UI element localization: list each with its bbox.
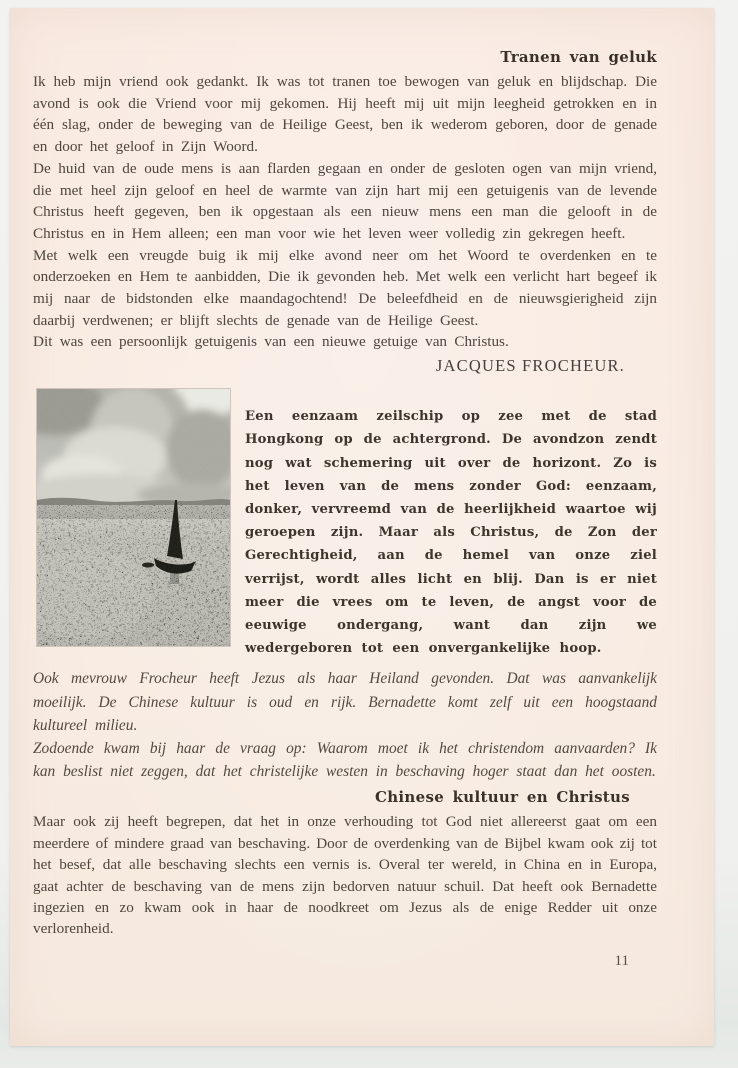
italic-paragraph: Zodoende kwam bij haar de vraag op: Waarom moet ik het christendom aanvaarden? Ik kan beslist niet zeggen, dat het christelijke westen in beschaving hoger staat dan het oosten. xyxy=(33,739,657,781)
photo-caption: Een eenzaam zeilschip op zee met de stad Hongkong op de achtergrond. De avondzon zendt nog wat schemering uit over de horizont. Zo is het leven van de mens zonder God: eenzaam, donker, vervreemd van de heerlijkheid waartoe wij geroepen zijn. Maar als Christus, de Zon der Gerechtigheid, aan de hemel van onze ziel verrijst, wordt alles licht en blij. Dan is er niet meer die vrees om te leven, de angst voor de eeuwige ondergang, want dan zijn we wedergeboren tot een onvergankelijke hoop. xyxy=(245,409,657,657)
body-paragraph: Maar ook zij heeft begrepen, dat het in onze verhouding tot God niet allereerst gaat om een meerdere of mindere graad van beschaving. Door de overdenking van de Bijbel kwam ook zij tot het besef, dat alle beschaving slechts een vernis is. Overal ter wereld, in China en in Europa, gaat achter de beschaving van de mens zijn bedorven natuur schuil. Dat heeft ook Bernadette ingezien en zo kwam ook in haar de noodkreet om Jezus als de enige Redder uit onze verlorenheid. xyxy=(33,813,657,938)
author-signature: JACQUES FROCHEUR. xyxy=(435,356,625,376)
section-heading-chinese-kultuur: Chinese kultuur en Christus xyxy=(374,788,630,807)
sailboat-photo-art xyxy=(37,389,230,646)
page-number: 11 xyxy=(614,952,629,969)
body-paragraph: Ik heb mijn vriend ook gedankt. Ik was tot tranen toe bewogen van geluk en blijdschap. Die avond is ook die Vriend voor mij gekomen. Hij heeft mij uit mijn leegheid getrokken en in één slag, onder de beweging van de Heilige Geest, ben ik wederom geboren, door de genade en door het geloof in Zijn Woord. xyxy=(33,73,657,156)
page-content xyxy=(33,48,657,970)
magazine-page xyxy=(10,8,714,1046)
body-paragraph: Met welk een vreugde buig ik mij elke avond neer om het Woord te overdenken en te onderzoeken en Hem te aanbidden, Die ik gevonden heb. Met welk een verlicht hart begeef ik mij naar de bidstonden elke maandagochtend! De beleefdheid en de nieuwsgierigheid zijn daarbij verdwenen; er blijft slechts de genade van de Heilige Geest. xyxy=(33,246,657,329)
photo-with-caption xyxy=(33,389,657,660)
testimony-italic-block xyxy=(33,667,657,783)
section-heading-tranen-van-geluk: Tranen van geluk xyxy=(500,48,657,66)
body-paragraph: De huid van de oude mens is aan flarden gegaan en onder de gesloten ogen van mijn vriend, die met heel zijn geloof en heel de warmte van zijn hart mij een getuigenis van de levende Christus heeft gegeven, ben ik opgestaan als een nieuw mens een man die gelooft in de Christus en in Hem alleen; een man voor wie het leven weer volledig zin gekregen heeft. xyxy=(33,159,657,242)
sailboat-photo xyxy=(37,389,230,646)
italic-paragraph: Ook mevrouw Frocheur heeft Jezus als haar Heiland gevonden. Dat was aanvankelijk moeilijk. De Chinese kultuur is oud en rijk. Bernadette komt zelf uit een hoogstaand kultureel milieu. xyxy=(33,670,657,734)
body-paragraph: Dit was een persoonlijk getuigenis van een nieuwe getuige van Christus. xyxy=(33,333,509,351)
